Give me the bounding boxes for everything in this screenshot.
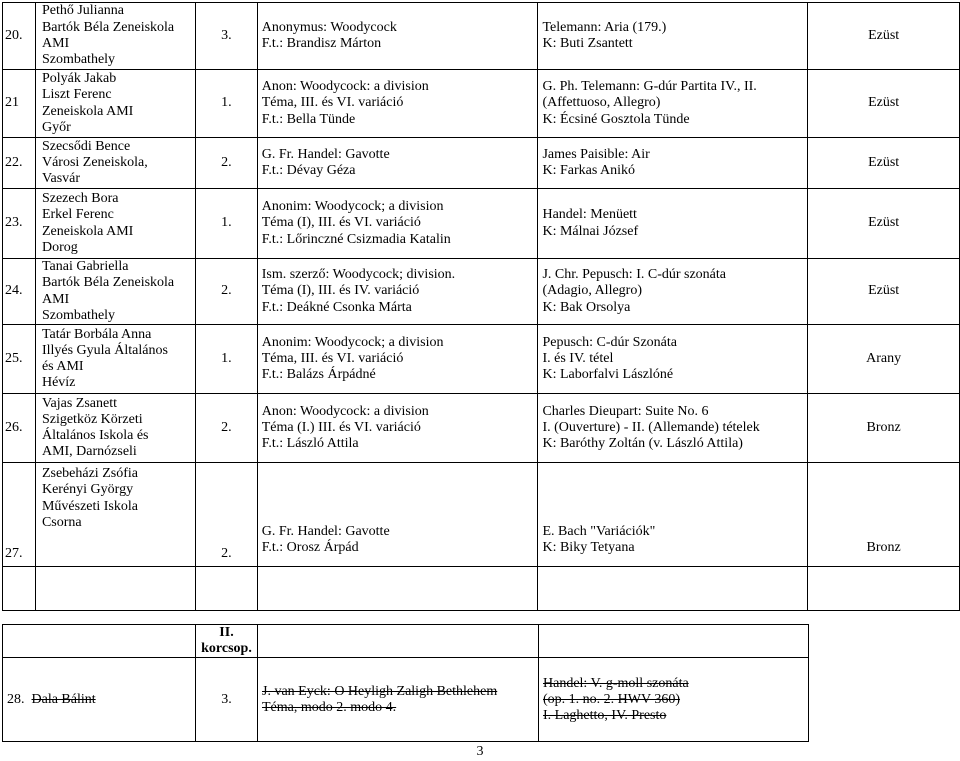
first-piece: Anonim: Woodycock; a division Téma (I), III. és VI. variáció F.t.: Lőrinczné Csizmadia Katalin [257, 189, 538, 259]
award: Bronz [808, 394, 960, 463]
grade: 2. [195, 138, 257, 189]
category-label: II. korcsop. [196, 625, 258, 658]
row-number: 25. [3, 325, 36, 394]
table-row [3, 138, 960, 189]
row-number: 28. [7, 691, 25, 707]
first-piece: G. Fr. Handel: Gavotte F.t.: Orosz Árpád [257, 463, 538, 567]
performer-school: Pethő Julianna Bartók Béla Zeneiskola AMI Szombathely [35, 3, 195, 70]
performer-school: Szecsődi Bence Városi Zeneiskola, Vasvár [35, 138, 195, 189]
grade: 1. [195, 325, 257, 394]
second-piece: G. Ph. Telemann: G-dúr Partita IV., II. (Affettuoso, Allegro) K: Écsiné Gosztola Tünde [538, 70, 808, 138]
grade: 3. [196, 658, 258, 742]
second-piece: Charles Dieupart: Suite No. 6 I. (Ouverture) - II. (Allemande) tételek K: Baróthy Zoltán (v. László Attila) [538, 394, 808, 463]
row-number: 27. [3, 463, 36, 567]
table-row [3, 3, 960, 70]
performer-school: Tanai Gabriella Bartók Béla Zeneiskola AMI Szombathely [35, 259, 195, 325]
second-piece: Handel: V. g-moll szonáta (op. 1. no. 2. HWV 360) I. Laghetto, IV. Presto [539, 658, 809, 742]
first-piece: G. Fr. Handel: Gavotte F.t.: Dévay Géza [257, 138, 538, 189]
table-row [3, 70, 960, 138]
table-row [3, 259, 960, 325]
performer-school: Vajas Zsanett Szigetköz Körzeti Általános Iskola és AMI, Darnózseli [35, 394, 195, 463]
performer [3, 658, 196, 742]
table-row [3, 658, 809, 742]
grade: 2. [195, 394, 257, 463]
award: Ezüst [808, 189, 960, 259]
results-table [2, 2, 960, 611]
row-number: 24. [3, 259, 36, 325]
performer-school: Tatár Borbála Anna Illyés Gyula Általános és AMI Hévíz [35, 325, 195, 394]
table-row [3, 394, 960, 463]
table-row [3, 325, 960, 394]
performer-school: Zsebeházi Zsófia Kerényi György Művészeti Iskola Csorna [35, 463, 195, 567]
grade: 1. [195, 70, 257, 138]
award: Arany [808, 325, 960, 394]
performer-school: Szezech Bora Erkel Ferenc Zeneiskola AMI Dorog [35, 189, 195, 259]
first-piece: Anonim: Woodycock; a division Téma, III. és VI. variáció F.t.: Balázs Árpádné [257, 325, 538, 394]
second-piece: Handel: Menüett K: Málnai József [538, 189, 808, 259]
second-piece: Telemann: Aria (179.) K: Buti Zsantett [538, 3, 808, 70]
table-row [3, 189, 960, 259]
second-piece: James Paisible: Air K: Farkas Anikó [538, 138, 808, 189]
row-number: 22. [3, 138, 36, 189]
row-number: 21 [3, 70, 36, 138]
second-piece: Pepusch: C-dúr Szonáta I. és IV. tétel K: Laborfalvi Lászlóné [538, 325, 808, 394]
award: Ezüst [808, 259, 960, 325]
first-piece: Anonymus: Woodycock F.t.: Brandisz Márton [257, 3, 538, 70]
page-number: 3 [476, 744, 484, 759]
first-piece: J. van Eyck: O Heyligh Zaligh Bethlehem Téma, modo 2. modo 4. [258, 658, 539, 742]
second-piece: J. Chr. Pepusch: I. C-dúr szonáta (Adagio, Allegro) K: Bak Orsolya [538, 259, 808, 325]
award: Bronz [808, 463, 960, 567]
award: Ezüst [808, 70, 960, 138]
award: Ezüst [808, 3, 960, 70]
row-number: 23. [3, 189, 36, 259]
row-number: 26. [3, 394, 36, 463]
table-row [3, 463, 960, 567]
grade: 1. [195, 189, 257, 259]
grade: 2. [195, 463, 257, 567]
grade: 2. [195, 259, 257, 325]
first-piece: Ism. szerző: Woodycock; division. Téma (I), III. és IV. variáció F.t.: Deákné Csonka Márta [257, 259, 538, 325]
first-piece: Anon: Woodycock: a division Téma (I.) III. és VI. variáció F.t.: László Attila [257, 394, 538, 463]
grade: 3. [195, 3, 257, 70]
row-number: 20. [3, 3, 36, 70]
performer-school: Polyák Jakab Liszt Ferenc Zeneiskola AMI Győr [35, 70, 195, 138]
award: Ezüst [808, 138, 960, 189]
table-row-empty [3, 567, 960, 611]
category-table [2, 624, 809, 742]
second-piece: E. Bach "Variációk" K: Biky Tetyana [538, 463, 808, 567]
first-piece: Anon: Woodycock: a division Téma, III. és VI. variáció F.t.: Bella Tünde [257, 70, 538, 138]
category-header-row [3, 625, 809, 658]
performer-name: Dala Bálint [31, 691, 96, 707]
